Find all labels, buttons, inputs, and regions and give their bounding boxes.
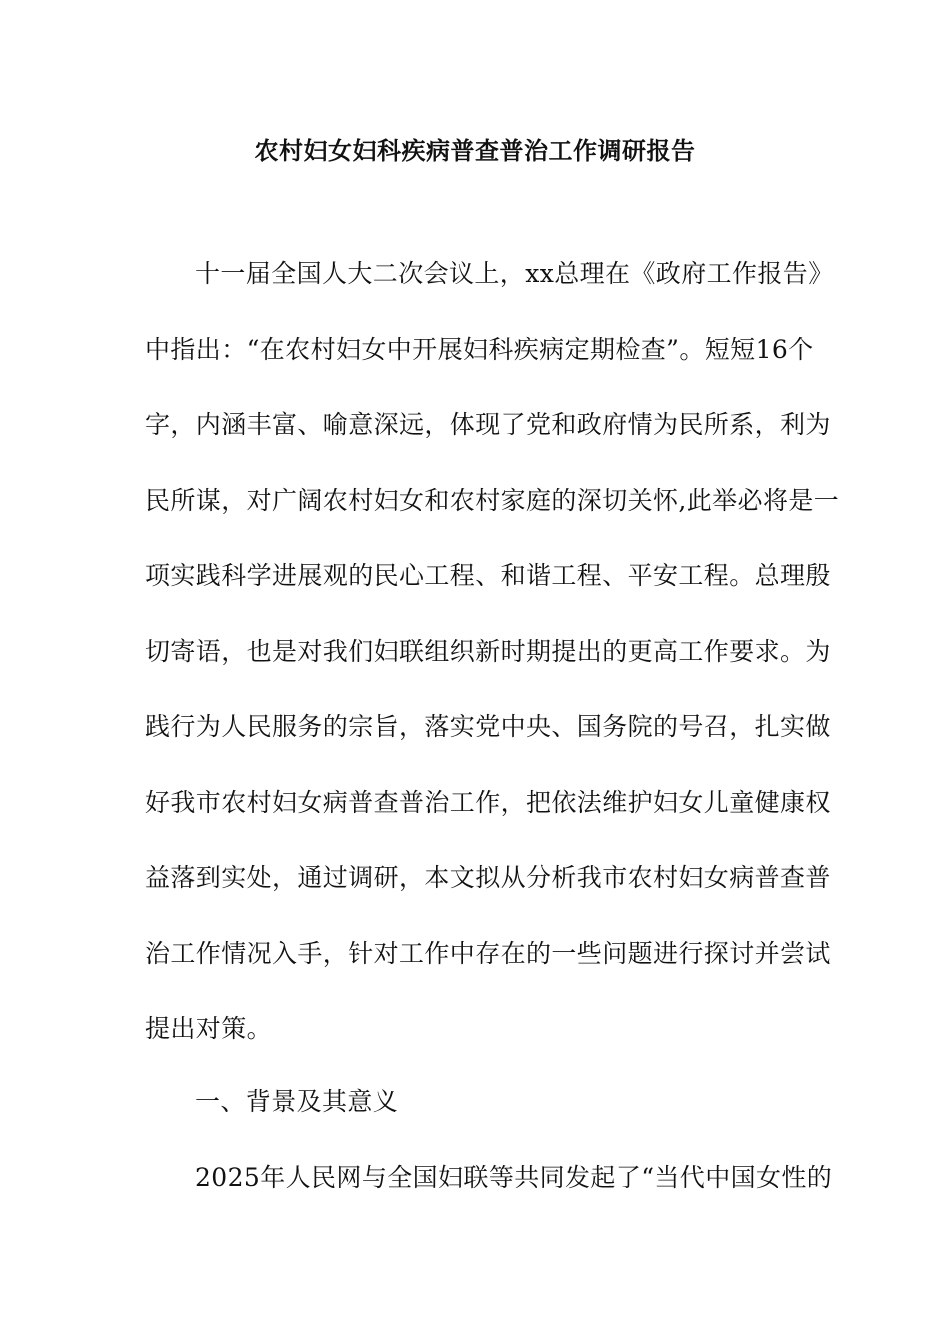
paragraph-line: 治工作情况入手，针对工作中存在的一些问题进行探讨并尝试 [145, 938, 831, 968]
paragraph-line: 好我市农村妇女病普查普治工作，把依法维护妇女儿童健康权 [145, 787, 831, 817]
paragraph-line: 民所谋，对广阔农村妇女和农村家庭的深切关怀,此举必将是一 [145, 485, 840, 515]
paragraph-line: 益落到实处，通过调研，本文拟从分析我市农村妇女病普查普 [145, 863, 831, 892]
paragraph-line: 切寄语，也是对我们妇联组织新时期提出的更高工作要求。为 [145, 636, 831, 666]
section-heading-background: 一、背景及其意义 [195, 1087, 399, 1116]
paragraph-line: 字，内涵丰富、喻意深远，体现了党和政府情为民所系，利为 [145, 410, 831, 439]
section-paragraph-line: 2025年人民网与全国妇联等共同发起了“当代中国女性的 [195, 1163, 833, 1192]
paragraph-line: 提出对策。 [145, 1014, 273, 1043]
paragraph-line: 项实践科学进展观的民心工程、和谐工程、平安工程。总理殷 [145, 561, 831, 590]
document-title: 农村妇女妇科疾病普查普治工作调研报告 [254, 137, 696, 165]
intro-paragraph [145, 236, 840, 1067]
paragraph-line: 中指出：“在农村妇女中开展妇科疾病定期检查”。短短16个 [145, 334, 814, 364]
paragraph-line: 十一届全国人大二次会议上，xx总理在《政府工作报告》 [195, 259, 834, 288]
paragraph-line: 践行为人民服务的宗旨，落实党中央、国务院的号召，扎实做 [145, 712, 831, 741]
